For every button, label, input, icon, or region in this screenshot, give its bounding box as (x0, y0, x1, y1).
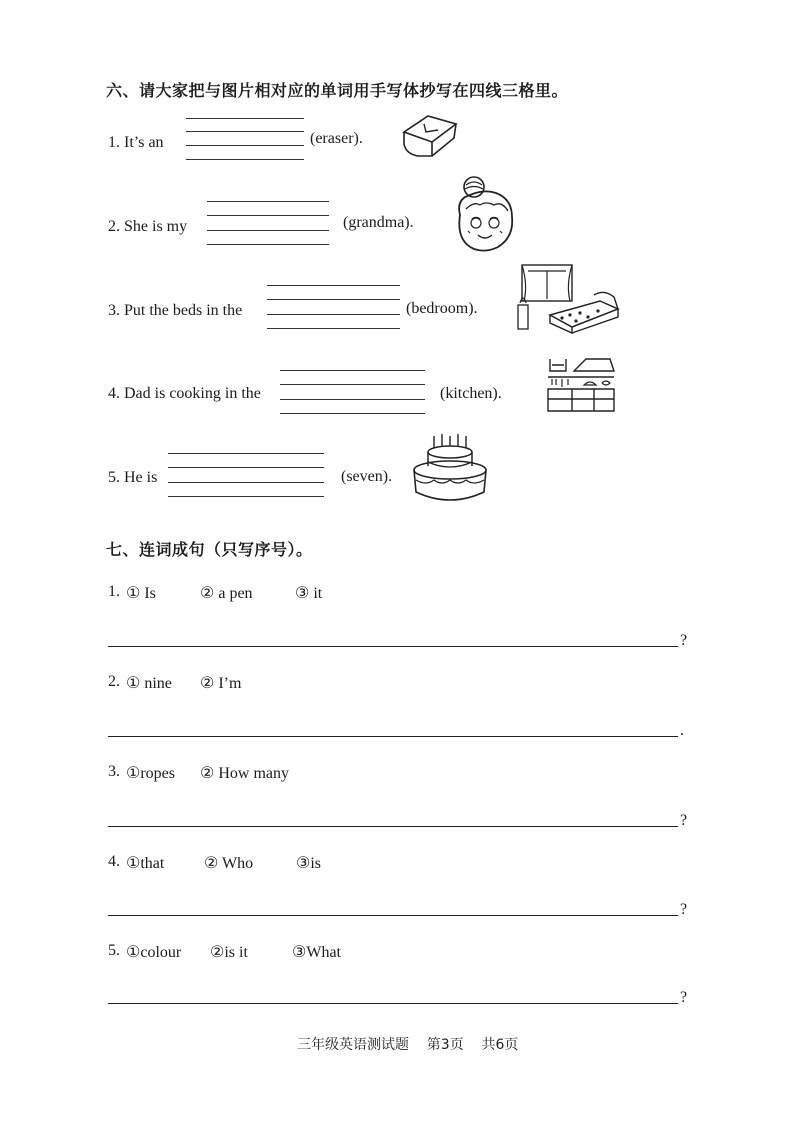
s7-item-1-number: 1. (108, 583, 120, 600)
s7-item-5-option-2: ②is it (210, 944, 248, 961)
s7-item-1-option-2: ② a pen (200, 585, 253, 602)
s7-item-5-end-mark: ? (680, 989, 688, 1006)
kitchen-icon (544, 355, 618, 415)
s7-item-2-end-mark: . (680, 722, 684, 739)
s7-item-4-option-3: ③is (296, 855, 322, 872)
s7-item-1-option-3: ③ it (295, 585, 323, 602)
item-2-writing-lines[interactable] (207, 201, 329, 245)
item-3-hint: (bedroom). (406, 300, 478, 317)
s7-item-5-option-3: ③What (292, 944, 341, 961)
s7-item-4-option-2: ② Who (204, 855, 254, 872)
s7-item-3-answer-line[interactable] (108, 826, 678, 827)
cake-icon (408, 432, 492, 508)
s7-item-4-number: 4. (108, 853, 120, 870)
item-5-writing-lines[interactable] (168, 453, 324, 497)
item-3-writing-lines[interactable] (267, 285, 400, 329)
s7-item-4-end-mark: ? (680, 901, 688, 918)
item-5-hint: (seven). (341, 468, 393, 485)
grandma-icon (450, 175, 520, 255)
s7-item-1-end-mark: ? (680, 632, 688, 649)
s7-item-3-number: 3. (108, 763, 120, 780)
section-7-heading: 七、连词成句（只写序号）。 (106, 540, 313, 559)
page-footer: 三年级英语测试题 第3页 共6页 (297, 1037, 519, 1053)
item-2-prompt: 2. She is my (108, 218, 188, 235)
s7-item-3-end-mark: ? (680, 812, 688, 829)
s7-item-5-answer-line[interactable] (108, 1003, 678, 1004)
s7-item-2-option-1: ① nine (126, 675, 172, 692)
s7-item-4-option-1: ①that (126, 855, 165, 872)
item-4-writing-lines[interactable] (280, 370, 425, 414)
s7-item-2-option-2: ② I’m (200, 675, 242, 692)
item-1-hint: (eraser). (310, 130, 363, 147)
item-1-writing-lines[interactable] (186, 118, 304, 160)
s7-item-2-answer-line[interactable] (108, 736, 678, 737)
bedroom-icon (514, 263, 624, 335)
s7-item-1-option-1: ① Is (126, 585, 156, 602)
section-6-heading: 六、请大家把与图片相对应的单词用手写体抄写在四线三格里。 (106, 81, 569, 100)
item-2-hint: (grandma). (343, 214, 414, 231)
eraser-icon (398, 110, 460, 160)
s7-item-3-option-2: ② How many (200, 765, 289, 782)
s7-item-5-option-1: ①colour (126, 944, 182, 961)
s7-item-1-answer-line[interactable] (108, 646, 678, 647)
s7-item-2-number: 2. (108, 673, 120, 690)
item-5-prompt: 5. He is (108, 469, 158, 486)
s7-item-4-answer-line[interactable] (108, 915, 678, 916)
item-4-prompt: 4. Dad is cooking in the (108, 385, 261, 402)
item-3-prompt: 3. Put the beds in the (108, 302, 243, 319)
s7-item-5-number: 5. (108, 942, 120, 959)
item-1-prompt: 1. It’s an (108, 134, 164, 151)
s7-item-3-option-1: ①ropes (126, 765, 175, 782)
item-4-hint: (kitchen). (440, 385, 502, 402)
